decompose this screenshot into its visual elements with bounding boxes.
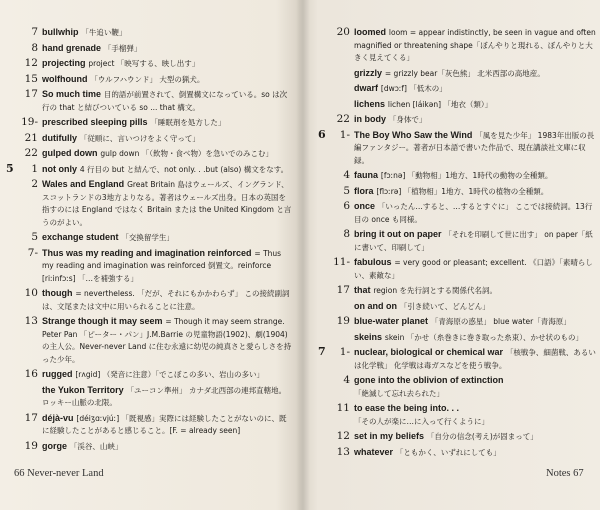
headword: projecting	[42, 58, 86, 68]
headword: gone into the oblivion of extinction	[354, 375, 504, 385]
book-gutter	[296, 0, 310, 510]
gloss-text: 「青海原の惑星」 blue water「青海原」	[430, 317, 571, 326]
note-entry	[318, 315, 596, 329]
headword: skeins	[354, 331, 383, 342]
headword: nuclear, biological or chemical war	[354, 347, 504, 357]
note-entry	[6, 26, 292, 40]
line-ref: 16	[24, 368, 38, 380]
line-ref: 22	[24, 147, 38, 159]
note-body	[354, 113, 596, 127]
headword: whatever	[354, 446, 394, 457]
note-entry	[6, 88, 292, 114]
note-body	[42, 116, 292, 130]
note-body	[354, 374, 596, 400]
note-entry	[6, 132, 292, 146]
note-body	[354, 82, 596, 96]
note-body	[42, 440, 292, 454]
line-ref: 1	[31, 162, 38, 175]
gloss-text: 「牛追い鞭」	[81, 28, 127, 37]
note-entry	[318, 374, 596, 400]
line-ref: 11-	[333, 256, 350, 268]
note-entry	[6, 147, 292, 161]
line-ref: 12	[336, 430, 350, 442]
note-entry	[318, 331, 596, 345]
gloss-text: = very good or pleasant; excellent. 《口語》「素晴らしい、素敵な」	[354, 258, 593, 280]
note-body	[354, 256, 596, 282]
note-body	[42, 163, 292, 177]
gloss-text: 「従順に、言いつけをよく守って」	[79, 133, 200, 143]
note-body	[42, 384, 292, 410]
note-entry	[6, 440, 292, 454]
headword: dwarf	[354, 83, 379, 93]
note-body	[42, 42, 292, 56]
line-ref: 1-	[339, 346, 350, 358]
gloss-text: region を先行詞とする関係代名詞。	[373, 286, 497, 295]
line-ref: 6	[343, 200, 350, 212]
note-body	[354, 228, 596, 254]
gloss-text: Great Britain 島はウェールズ、イングランド、スコットランドの3地方よりなる。著者はウェールズ出身。日本の英国を指すのには England ではなく Britain または the United Kingdom と言うのがよい。	[42, 180, 292, 227]
note-entry	[318, 113, 596, 127]
note-entry	[6, 57, 292, 71]
line-ref: 2	[31, 178, 38, 190]
left-folio: 66 Never-never Land	[14, 468, 104, 479]
gloss-text: 「交換留学生」	[121, 233, 174, 242]
line-ref: 22	[336, 113, 350, 125]
gloss-text: 「いったん…すると、…するとすぐに」 ここでは接続詞。13行目の once も同様。	[354, 202, 593, 224]
headword: to ease the being into. . .	[354, 403, 460, 413]
gloss-text: 「渓谷、山峡」	[69, 441, 123, 451]
note-body	[354, 26, 596, 65]
headword: the Yukon Territory	[42, 384, 124, 395]
gloss-text: 「自分の信念(考え)が固まって」	[426, 432, 538, 441]
gloss-text: 「身体で」	[388, 115, 427, 124]
note-body	[354, 67, 596, 81]
note-body	[354, 129, 596, 168]
note-body	[42, 26, 292, 40]
note-entry	[318, 446, 596, 460]
note-body	[354, 185, 596, 199]
note-body	[42, 132, 292, 146]
note-entry	[318, 346, 596, 372]
note-body	[42, 231, 292, 245]
note-body	[354, 331, 596, 345]
gloss-text: = Thus my reading and imagination was reinforced 倒置文。reinforce [riːinfɔːs] 「…を補強する」	[42, 248, 282, 283]
gloss-text: gulp down 「（飲物・食べ物）を急いでのみこむ」	[100, 149, 273, 158]
note-entry	[318, 284, 596, 298]
line-ref: 4	[343, 169, 350, 181]
line-ref: 17	[24, 411, 38, 424]
note-body	[354, 402, 596, 428]
gloss-text: loom = appear indistinctly, be seen in vague and often magnified or threatening shape「ぼんやりと現れる、ぼんやりと大きく見えてくる」	[354, 28, 596, 62]
note-entry	[6, 116, 292, 130]
headword: dutifully	[42, 132, 77, 143]
gloss-text: = nevertheless. 「だが、それにもかかわらず」 この接続副詞は、文尾または文中に用いられることに注意。	[42, 289, 290, 311]
line-ref: 15	[24, 72, 38, 85]
headword: fabulous	[354, 257, 392, 267]
gloss-text: = grizzly bear「灰色熊」 北米西部の高地産。	[384, 68, 545, 78]
headword: prescribed sleeping pills	[42, 117, 148, 127]
headword: set in my beliefs	[354, 431, 425, 441]
line-ref: 7-	[27, 246, 38, 259]
note-entry	[318, 98, 596, 112]
headword: bullwhip	[42, 27, 79, 37]
right-folio: Notes 67	[546, 468, 584, 479]
gloss-text: skein 「かせ（糸巻きに巻き取った糸束）、かせ状のもの」	[384, 332, 583, 342]
line-ref: 17	[24, 88, 38, 100]
gloss-text: [déiʒɑːvjúː] 「既視感」実際には経験したことがないのに、既に経験したことがあると感じること。[F. = already seen]	[42, 413, 287, 435]
headword: Strange though it may seem	[42, 316, 163, 326]
line-ref: 21	[24, 131, 38, 144]
note-body	[354, 284, 596, 298]
note-entry	[6, 178, 292, 229]
headword: The Boy Who Saw the Wind	[354, 129, 473, 140]
note-entry	[318, 200, 596, 226]
note-entry	[6, 412, 292, 438]
note-entry	[318, 185, 596, 199]
note-entry	[6, 315, 292, 366]
headword: hand grenade	[42, 42, 102, 53]
note-entry	[6, 384, 292, 410]
headword: that	[354, 285, 371, 295]
note-entry	[6, 368, 292, 382]
gloss-text: = Though it may seem strange. Peter Pan 「ピーター・パン」J.M.Barrie の児童物語(1902)、劇(1904) の主人公。Never-never Land に住む永遠に幼児の純真さと愛らしさを持った少年。	[42, 317, 292, 364]
note-entry	[6, 163, 292, 177]
gloss-text: 「その人が楽に…に入って行くように」	[354, 416, 489, 426]
note-body	[354, 98, 596, 112]
note-body	[354, 315, 596, 329]
gloss-text: lichen [láikən] 「地衣（類）」	[387, 99, 493, 109]
line-ref: 17	[336, 284, 350, 296]
line-ref: 8	[31, 41, 38, 54]
note-body	[42, 412, 292, 438]
gloss-text: 「ともかく、いずれにしても」	[395, 447, 501, 457]
line-ref: 5	[343, 184, 350, 197]
headword: gorge	[42, 440, 68, 451]
note-entry	[6, 247, 292, 286]
note-entry	[318, 228, 596, 254]
line-ref: 12	[24, 57, 38, 69]
headword: loomed	[354, 27, 387, 37]
gloss-text: 4 行目の but と結んで、not only. . .but (also) 構文をなす。	[79, 164, 289, 174]
gloss-text: project 「映写する、映し出す」	[88, 59, 200, 68]
line-ref: 19-	[21, 116, 38, 128]
gloss-text: 「手榴弾」	[103, 43, 142, 53]
page-ref: 7	[318, 345, 326, 358]
headword: bring it out on paper	[354, 229, 442, 239]
headword: once	[354, 201, 376, 211]
note-body	[42, 178, 292, 229]
gloss-text: [flɔːrə] 「植物相」1地方、1時代の植物の全種類。	[376, 186, 549, 196]
left-page	[6, 26, 292, 455]
headword: wolfhound	[42, 73, 88, 84]
line-ref: 13	[24, 315, 38, 327]
headword: lichens	[354, 98, 386, 109]
note-entry	[6, 42, 292, 56]
line-ref: 7	[31, 26, 38, 38]
headword: in body	[354, 114, 386, 124]
note-body	[354, 346, 596, 372]
headword: exchange student	[42, 232, 119, 242]
note-entry	[318, 67, 596, 81]
page-ref: 5	[6, 161, 14, 175]
line-ref: 10	[24, 287, 38, 299]
line-ref: 20	[336, 26, 350, 38]
gloss-text: 「風を見た少年」 1983年出版の長編ファンタジー。著者が日本語で書いた作品で、現在講談社文庫に収録。	[354, 130, 595, 165]
note-body	[354, 446, 596, 460]
headword: rugged	[42, 369, 73, 379]
line-ref: 19	[24, 439, 38, 452]
line-ref: 4	[343, 374, 350, 386]
right-page	[318, 26, 596, 461]
headword: déjà-vu	[42, 412, 74, 423]
headword: flora	[354, 185, 374, 196]
note-entry	[6, 73, 292, 87]
gloss-text: 「ユーコン準州」 カナダ北西部の連邦直轄地。ロッキー山脈の北限。	[42, 385, 287, 407]
gloss-text: [rʌgid] （発音に注意）「でこぼこの多い、岩山の多い」	[75, 370, 264, 379]
headword: on and on	[354, 300, 397, 311]
note-entry	[318, 169, 596, 183]
gloss-text: [fɔːnə] 「動物相」1地方、1時代の動物の全種類。	[380, 171, 553, 180]
note-body	[42, 315, 292, 366]
line-ref: 5	[31, 231, 38, 243]
note-body	[42, 368, 292, 382]
note-body	[42, 57, 292, 71]
line-ref: 19	[336, 315, 350, 327]
headword: fauna	[354, 170, 379, 180]
note-body	[42, 287, 292, 313]
note-body	[354, 169, 596, 183]
gloss-text: 「ウルフハウンド」 大型の猟犬。	[90, 74, 205, 84]
page-ref: 6	[318, 127, 326, 141]
note-body	[42, 73, 292, 87]
headword: grizzly	[354, 67, 383, 78]
note-body	[42, 88, 292, 114]
line-ref: 8	[343, 228, 350, 240]
headword: though	[42, 288, 73, 298]
gloss-text: 「睡眠剤を処方した」	[150, 118, 226, 127]
gloss-text: 「それを印刷して世に出す」 on paper「紙に書いて、印刷して」	[354, 230, 593, 252]
line-ref: 1-	[339, 128, 350, 141]
note-entry	[318, 430, 596, 444]
headword: blue-water planet	[354, 316, 429, 326]
note-entry	[318, 82, 596, 96]
note-body	[354, 300, 596, 314]
note-body	[42, 247, 292, 286]
note-body	[42, 147, 292, 161]
note-entry	[318, 402, 596, 428]
note-entry	[318, 26, 596, 65]
headword: not only	[42, 163, 77, 174]
note-entry	[318, 129, 596, 168]
gloss-text: 「核戦争、細菌戦、あるいは化学戦」 化学戦は毒ガスなどを使う戦争。	[354, 348, 596, 370]
headword: So much time	[42, 89, 102, 99]
gloss-text: 目的語が前置されて、倒置構文になっている。so は次行の that と結びついている so ... that 構文。	[42, 90, 288, 112]
line-ref: 13	[336, 445, 350, 458]
gloss-text: 「絶滅して忘れ去られた」	[354, 388, 444, 398]
note-body	[354, 430, 596, 444]
headword: Thus was my reading and imagination reinforced	[42, 247, 252, 258]
headword: gulped down	[42, 148, 98, 158]
note-entry	[6, 231, 292, 245]
note-body	[354, 200, 596, 226]
note-entry	[318, 256, 596, 282]
headword: Wales and England	[42, 179, 125, 189]
gloss-text: 「引き続いて、どんどん」	[399, 301, 490, 311]
note-entry	[318, 300, 596, 314]
gloss-text: [dwɔːf] 「低木の」	[380, 84, 447, 93]
note-entry	[6, 287, 292, 313]
line-ref: 11	[336, 402, 350, 414]
